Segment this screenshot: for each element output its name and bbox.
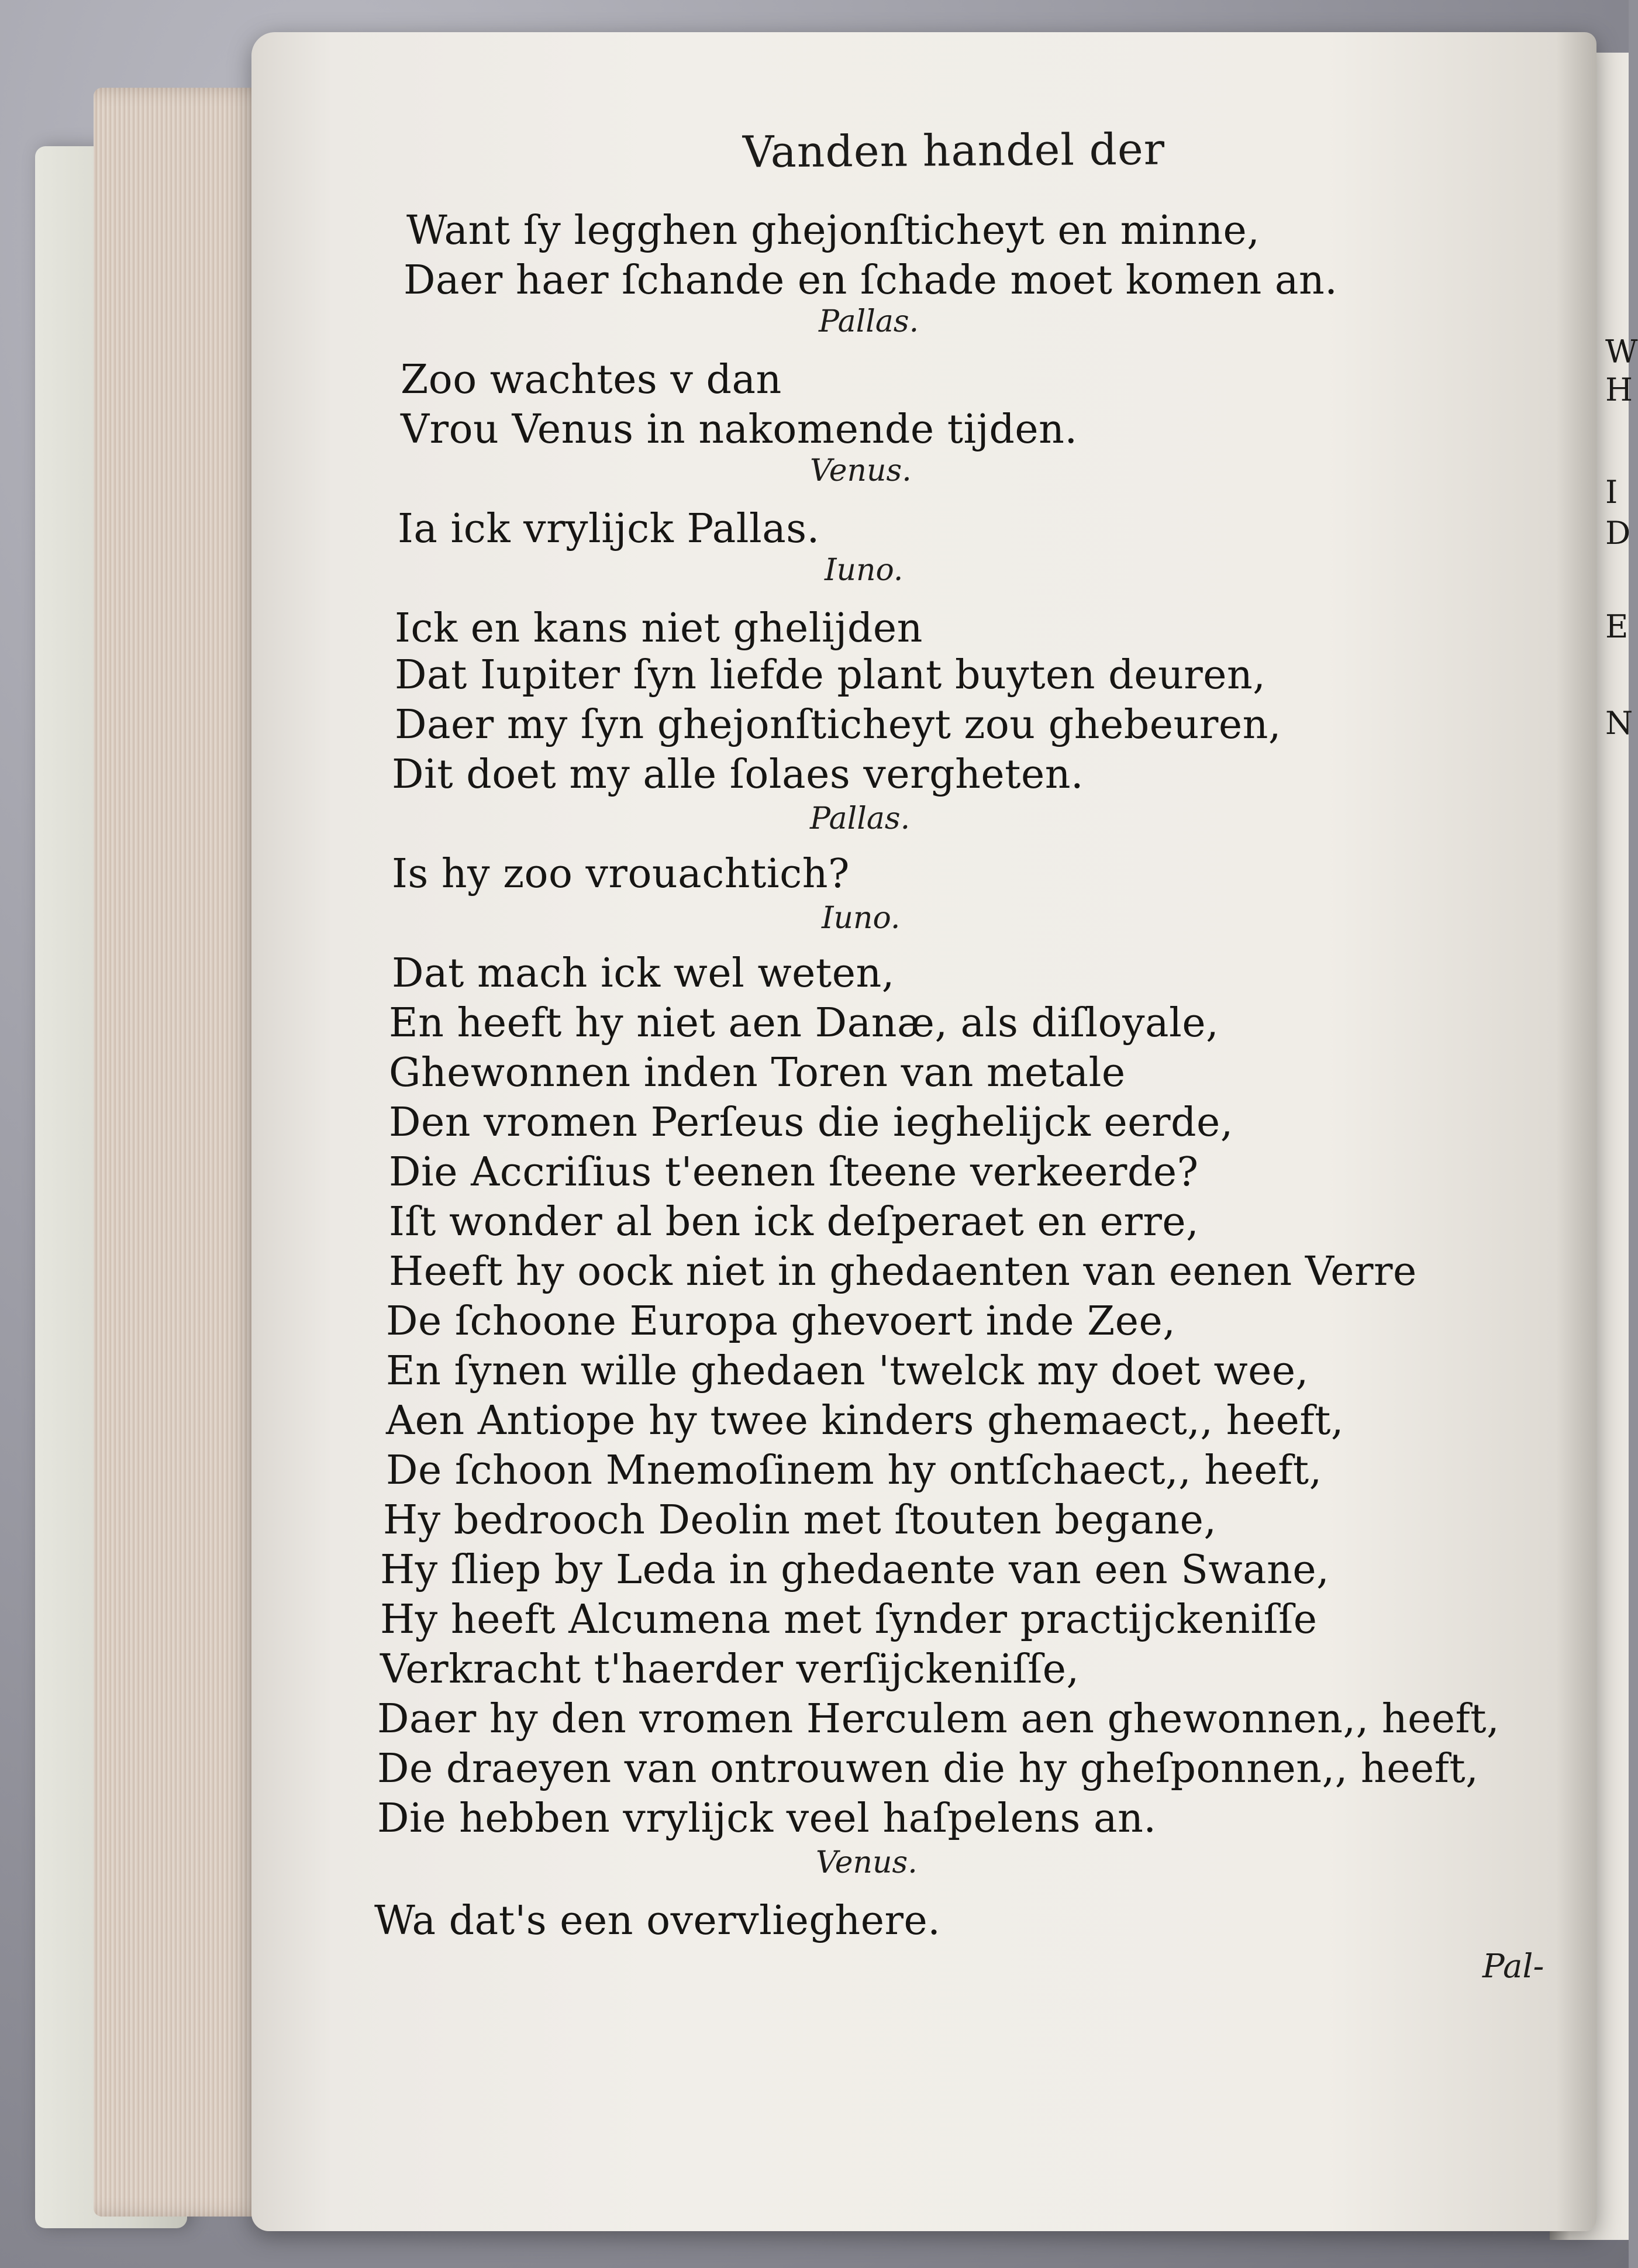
verse-line: Hy bedrooch Deolin met ſtouten begane, <box>383 1497 1217 1543</box>
running-head: Vanden handel der <box>742 124 1165 178</box>
verse-line: En ſynen wille ghedaen 'twelck my doet wee, <box>386 1348 1309 1394</box>
verse-line: Dit doet my alle ſolaes vergheten. <box>392 752 1084 798</box>
verse-line: Dat Iupiter ſyn liefde plant buyten deuren, <box>395 652 1266 698</box>
facing-page-letter: D <box>1605 515 1631 552</box>
verse-line: Wa dat's een overvlieghere. <box>374 1898 941 1944</box>
verse-line: Daer haer ſchande en ſchade moet komen an. <box>404 257 1338 304</box>
verse-line: En heeft hy niet aen Danæ, als diſloyale, <box>389 1000 1219 1046</box>
verse-line: Vrou Venus in nakomende tijden. <box>401 406 1078 453</box>
verse-line: De ſchoon Mnemoſinem hy ontſchaect,, heeft, <box>386 1447 1322 1494</box>
verse-line: Is hy zoo vrouachtich? <box>392 851 850 897</box>
verse-line: Hy heeft Alcumena met ſynder practijckeniſſe <box>380 1597 1318 1643</box>
speaker-name: Iuno. <box>825 553 904 588</box>
verse-line: Ghewonnen inden Toren van metale <box>389 1050 1126 1096</box>
facing-page-letter: I <box>1605 474 1618 511</box>
verse-line: Hy ſliep by Leda in ghedaente van een Swane, <box>380 1547 1330 1593</box>
speaker-name: Iuno. <box>822 901 901 936</box>
verse-line: Verkracht t'haerder verſijckeniſſe, <box>380 1646 1080 1693</box>
verse-line: Heeft hy oock niet in ghedaenten van eenen Verre <box>389 1249 1417 1295</box>
facing-page-letter: E <box>1605 608 1629 645</box>
facing-page-letter: W <box>1605 333 1638 370</box>
verse-line: Ick en kans niet ghelijden <box>395 605 923 652</box>
verse-line: Den vromen Perſeus die ieghelijck eerde, <box>389 1099 1233 1146</box>
speaker-name: Pallas. <box>819 304 919 339</box>
verse-line: Die Accriſius t'eenen ſteene verkeerde? <box>389 1149 1199 1195</box>
verse-line: Zoo wachtes v dan <box>401 357 782 403</box>
verse-line: Die hebben vrylijck veel haſpelens an. <box>377 1795 1157 1842</box>
facing-page-letter: H <box>1605 371 1633 408</box>
verse-line: Daer hy den vromen Herculem aen ghewonnen,, heeft, <box>377 1696 1500 1742</box>
verse-line: De ſchoone Europa ghevoert inde Zee, <box>386 1298 1176 1345</box>
catchword: Pal- <box>1482 1948 1544 1986</box>
speaker-name: Venus. <box>810 453 912 488</box>
verse-line: Daer my ſyn ghejonſticheyt zou ghebeuren, <box>395 702 1282 748</box>
verse-line: Want ſy legghen ghejonſticheyt en minne, <box>406 208 1260 254</box>
speaker-name: Pallas. <box>810 801 911 836</box>
facing-page-letter: N <box>1605 705 1633 742</box>
speaker-name: Venus. <box>816 1845 918 1880</box>
verse-line: De draeyen van ontrouwen die hy gheſponnen,, heeft, <box>377 1746 1479 1792</box>
verse-line: Dat mach ick wel weten, <box>392 950 895 997</box>
verse-line: Aen Antiope hy twee kinders ghemaect,, heeft, <box>386 1398 1344 1444</box>
verse-line: Iſt wonder al ben ick deſperaet en erre, <box>389 1199 1199 1245</box>
verse-line: Ia ick vrylijck Pallas. <box>398 506 820 552</box>
